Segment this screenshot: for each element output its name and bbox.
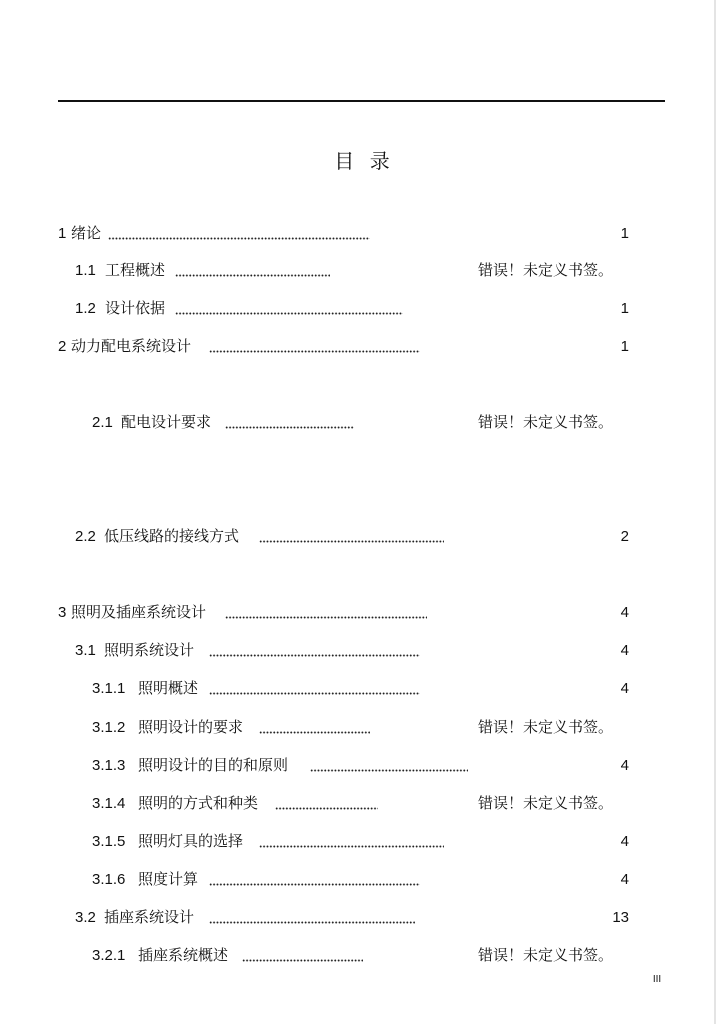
toc-entry-bookmark-error: 错误！未定义书签。	[478, 719, 614, 736]
toc-entry	[0, 757, 724, 775]
toc-entry-title: 照明设计的要求	[138, 719, 244, 736]
toc-entry-number: 3.1.4	[92, 795, 126, 812]
toc-entry-page: 4	[620, 642, 629, 659]
toc-entry-page: 4	[620, 680, 629, 697]
toc-entry-title: 照明及插座系统设计	[71, 604, 207, 621]
dot-leader	[209, 654, 420, 657]
page-number: III	[652, 974, 662, 985]
dot-leader	[310, 769, 468, 772]
toc-entry	[0, 225, 724, 243]
dot-leader	[225, 616, 427, 619]
toc-entry-title: 照明设计的目的和原则	[138, 757, 289, 774]
toc-entry	[0, 414, 724, 432]
toc-entry	[0, 338, 724, 356]
toc-entry-bookmark-error: 错误！未定义书签。	[478, 414, 614, 431]
toc-entry-number: 3.2	[75, 909, 96, 926]
toc-entry	[0, 947, 724, 965]
dot-leader	[225, 426, 354, 429]
toc-entry	[0, 795, 724, 813]
toc-entry-number: 3	[58, 604, 67, 621]
toc-entry-number: 1.2	[75, 300, 96, 317]
header-rule	[58, 100, 665, 102]
toc-entry-title: 低压线路的接线方式	[104, 528, 240, 545]
dot-leader	[259, 540, 444, 543]
toc-entry-number: 3.1.6	[92, 871, 126, 888]
dot-leader	[209, 350, 420, 353]
toc-entry-page: 4	[620, 757, 629, 774]
toc-entry-page: 1	[620, 225, 629, 242]
toc-entry	[0, 833, 724, 851]
toc-entry-title: 照明的方式和种类	[138, 795, 259, 812]
toc-entry-page: 1	[620, 338, 629, 355]
toc-entry-bookmark-error: 错误！未定义书签。	[478, 262, 614, 279]
dot-leader	[259, 731, 370, 734]
dot-leader	[209, 883, 420, 886]
toc-entry-page: 2	[620, 528, 629, 545]
toc-entry-title: 照明灯具的选择	[138, 833, 244, 850]
dot-leader	[209, 921, 415, 924]
toc-entry-bookmark-error: 错误！未定义书签。	[478, 795, 614, 812]
toc-entry-title: 照度计算	[138, 871, 199, 888]
toc-entry-title: 配电设计要求	[121, 414, 212, 431]
toc-title: 目 录	[334, 151, 390, 173]
toc-entry-number: 2.2	[75, 528, 96, 545]
dot-leader	[275, 807, 378, 810]
toc-entry-title: 工程概述	[105, 262, 166, 279]
toc-entry	[0, 528, 724, 546]
toc-entry-number: 1	[58, 225, 67, 242]
toc-entry-page: 1	[620, 300, 629, 317]
toc-entry-bookmark-error: 错误！未定义书签。	[478, 947, 614, 964]
toc-entry	[0, 680, 724, 698]
toc-entry	[0, 909, 724, 927]
toc-entry-number: 3.1.1	[92, 680, 126, 697]
toc-entry	[0, 719, 724, 737]
toc-entry-number: 3.1.2	[92, 719, 126, 736]
toc-entry-page: 4	[620, 871, 629, 888]
toc-entry-number: 3.1.5	[92, 833, 126, 850]
dot-leader	[242, 959, 363, 962]
dot-leader	[108, 237, 370, 240]
toc-entry-number: 2	[58, 338, 67, 355]
toc-entry-number: 1.1	[75, 262, 96, 279]
toc-entry	[0, 871, 724, 889]
toc-entry-number: 3.2.1	[92, 947, 126, 964]
toc-entry-title: 插座系统概述	[138, 947, 229, 964]
dot-leader	[209, 692, 420, 695]
toc-entry-title: 设计依据	[105, 300, 166, 317]
toc-entry-title: 绪论	[71, 225, 102, 242]
toc-entry-page: 4	[620, 604, 629, 621]
toc-entry-number: 3.1	[75, 642, 96, 659]
toc-entry-page: 4	[620, 833, 629, 850]
toc-entry-number: 3.1.3	[92, 757, 126, 774]
dot-leader	[175, 312, 403, 315]
toc-entry-title: 照明概述	[138, 680, 199, 697]
toc-entry	[0, 300, 724, 318]
dot-leader	[175, 274, 330, 277]
dot-leader	[259, 845, 444, 848]
toc-entry-title: 插座系统设计	[104, 909, 195, 926]
toc-entry-title: 照明系统设计	[104, 642, 195, 659]
toc-entry	[0, 262, 724, 280]
toc-entry	[0, 642, 724, 660]
toc-entry-title: 动力配电系统设计	[71, 338, 192, 355]
toc-entry-page: 13	[612, 909, 629, 926]
toc-entry	[0, 604, 724, 622]
toc-entry-number: 2.1	[92, 414, 113, 431]
